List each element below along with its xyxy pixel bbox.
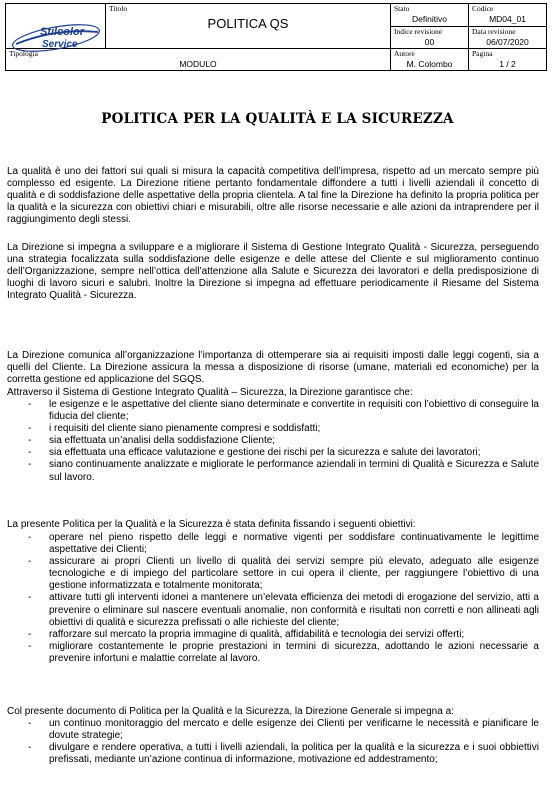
autore-label: Autore	[394, 49, 415, 58]
codice-value: MD04_01	[489, 14, 526, 24]
list-item: - rafforzare sul mercato la propria immagine di qualità, affidabilità e tecnologia dei servizi offerti;	[28, 628, 465, 640]
pagina-value: 1 / 2	[499, 59, 516, 69]
guarantees-list	[7, 399, 539, 484]
indice-value: 00	[424, 37, 435, 47]
tipologia-value: MODULO	[179, 59, 217, 69]
stato-label: Stato	[394, 4, 410, 13]
list-item: - sia effettuata una efficace valutazione e gestione dei rischi per la sicurezza e salute dei lavoratori;	[28, 447, 481, 459]
list-item: - un continuo monitoraggio del mercato e delle esigenze dei Clienti per verificarne le necessità e pianificare le dovute strategie;	[28, 718, 539, 742]
tipologia-label: Tipologia	[9, 49, 38, 58]
list-item: - attivare tutti gli interventi idonei a mantenere un’elevata efficienza dei metodi di erogazione del servizio, atti a prevenire o eliminare sul nascere eventuali anomalie, non conformità e risultati non corretti e non allineati agli obiettivi di qualità e sicurezza prefissati o alle richieste del cliente;	[28, 592, 539, 628]
autore-value: M. Colombo	[406, 59, 453, 69]
list-item: - assicurare ai propri Clienti un livello di qualità dei servizi sempre più elevato, adeguato alle esigenze tecnologiche e di impiego del particolare settore in cui opera il cliente, per raggiungere l’obiettivo di una gestione informatizzata e totalmente monitorata;	[28, 556, 539, 592]
codice-label: Codice	[472, 4, 494, 13]
commitments-list	[7, 718, 539, 766]
titolo-value: POLITICA QS	[207, 16, 289, 31]
logo-text-line2: Service	[42, 39, 78, 50]
paragraph-commitment: La Direzione si impegna a sviluppare e a migliorare il Sistema di Gestione Integrato Qualità - Sicurezza, perseguendo una strategia focalizzata sulla soddisfazione delle esigenze e delle attese del Cliente e sul miglioramento continuo dell’Organizzazione, sempre nell’ottica dell’attenzione alla Salute e Sicurezza dei lavoratori e della predisposizione di luoghi di lavoro sicuri e salubri. Inoltre la Direzione si impegna ad effettuare periodicamente il Riesame del Sistema Integrato Qualità - Sicurezza.	[7, 242, 539, 302]
objectives-list	[7, 532, 539, 665]
data-label: Data revisione	[472, 27, 516, 36]
document-title: POLITICA PER LA QUALITÀ E LA SICUREZZA	[101, 111, 454, 127]
data-cell	[469, 27, 547, 49]
list-item: - divulgare e rendere operativa, a tutti i livelli aziendali, la politica per la qualità e la sicurezza e i suoi obbiettivi prefissati, mediante un’azione continua di informazione, motivazione ed addestramento;	[28, 742, 539, 766]
paragraph-commitments-intro: Col presente documento di Politica per la Qualità e la Sicurezza, la Direzione Generale si impegna a:	[7, 706, 454, 717]
logo-text-line1: Stilcolor	[40, 26, 85, 38]
autore-cell	[391, 49, 469, 71]
list-item: - migliorare costantemente le proprie prestazioni in termini di sicurezza, adottando le azioni necessarie a prevenire infortuni e malattie correlate al lavoro.	[28, 640, 539, 664]
company-logo	[10, 22, 102, 52]
tipologia-cell	[6, 49, 391, 71]
indice-label: Indice revisione	[394, 27, 443, 36]
codice-cell	[469, 4, 547, 27]
paragraph-communication: La Direzione comunica all’organizzazione l’importanza di ottemperare sia ai requisiti imposti dalle leggi cogenti, sia a quelli del Cliente. La Direzione assicura la messa a disposizione di risorse (umane, materiali ed economiche) per la corretta gestione ed applicazione del SGQS.	[7, 350, 539, 386]
list-item: - le esigenze e le aspettative del cliente siano determinate e convertite in requisiti con l’obiettivo di conseguire la fiducia del cliente;	[28, 399, 539, 423]
pagina-cell	[469, 49, 547, 71]
list-item: - sia effettuata un’analisi della soddisfazione Cliente;	[28, 435, 276, 447]
list-item: - i requisiti del cliente siano pienamente compresi e soddisfatti;	[28, 423, 321, 435]
titolo-cell	[106, 4, 391, 49]
list-item: - operare nel pieno rispetto delle leggi e normative vigenti per soddisfare continuativamente le legittime aspettative dei Clienti;	[28, 532, 539, 556]
document-header	[5, 3, 547, 71]
pagina-label: Pagina	[472, 49, 493, 58]
titolo-label: Titolo	[109, 4, 128, 13]
paragraph-intro: La qualità è uno dei fattori sui quali si misura la capacità competitiva dell’impresa, rispetto ad un mercato sempre più complesso ed esigente. La Direzione ritiene pertanto fondamentale diffondere a tutti i livelli aziendali il concetto di qualità e di soddisfazione delle aspettative della propria clientela. A tal fine la Direzione ha definito la propria politica per la qualità e la sicurezza con obiettivi chiari e misurabili, oltre alle risorse necessarie e alle azioni da intraprendere per il raggiungimento degli stessi.	[7, 166, 539, 226]
list-item: - siano continuamente analizzate e migliorate le performance aziendali in termini di Qualità e Sicurezza e Salute sul lavoro.	[28, 459, 539, 483]
paragraph-guarantees-intro: Attraverso il Sistema di Gestione Integrato Qualità – Sicurezza, la Direzione garantisce che:	[7, 387, 413, 398]
indice-cell	[391, 27, 469, 49]
data-value: 06/07/2020	[486, 37, 529, 47]
logo-cell	[6, 4, 106, 49]
stato-value: Definitivo	[412, 14, 447, 24]
paragraph-objectives-intro: La presente Politica per la Qualità e la Sicurezza è stata definita fissando i seguenti obiettivi:	[7, 519, 416, 530]
stato-cell	[391, 4, 469, 27]
